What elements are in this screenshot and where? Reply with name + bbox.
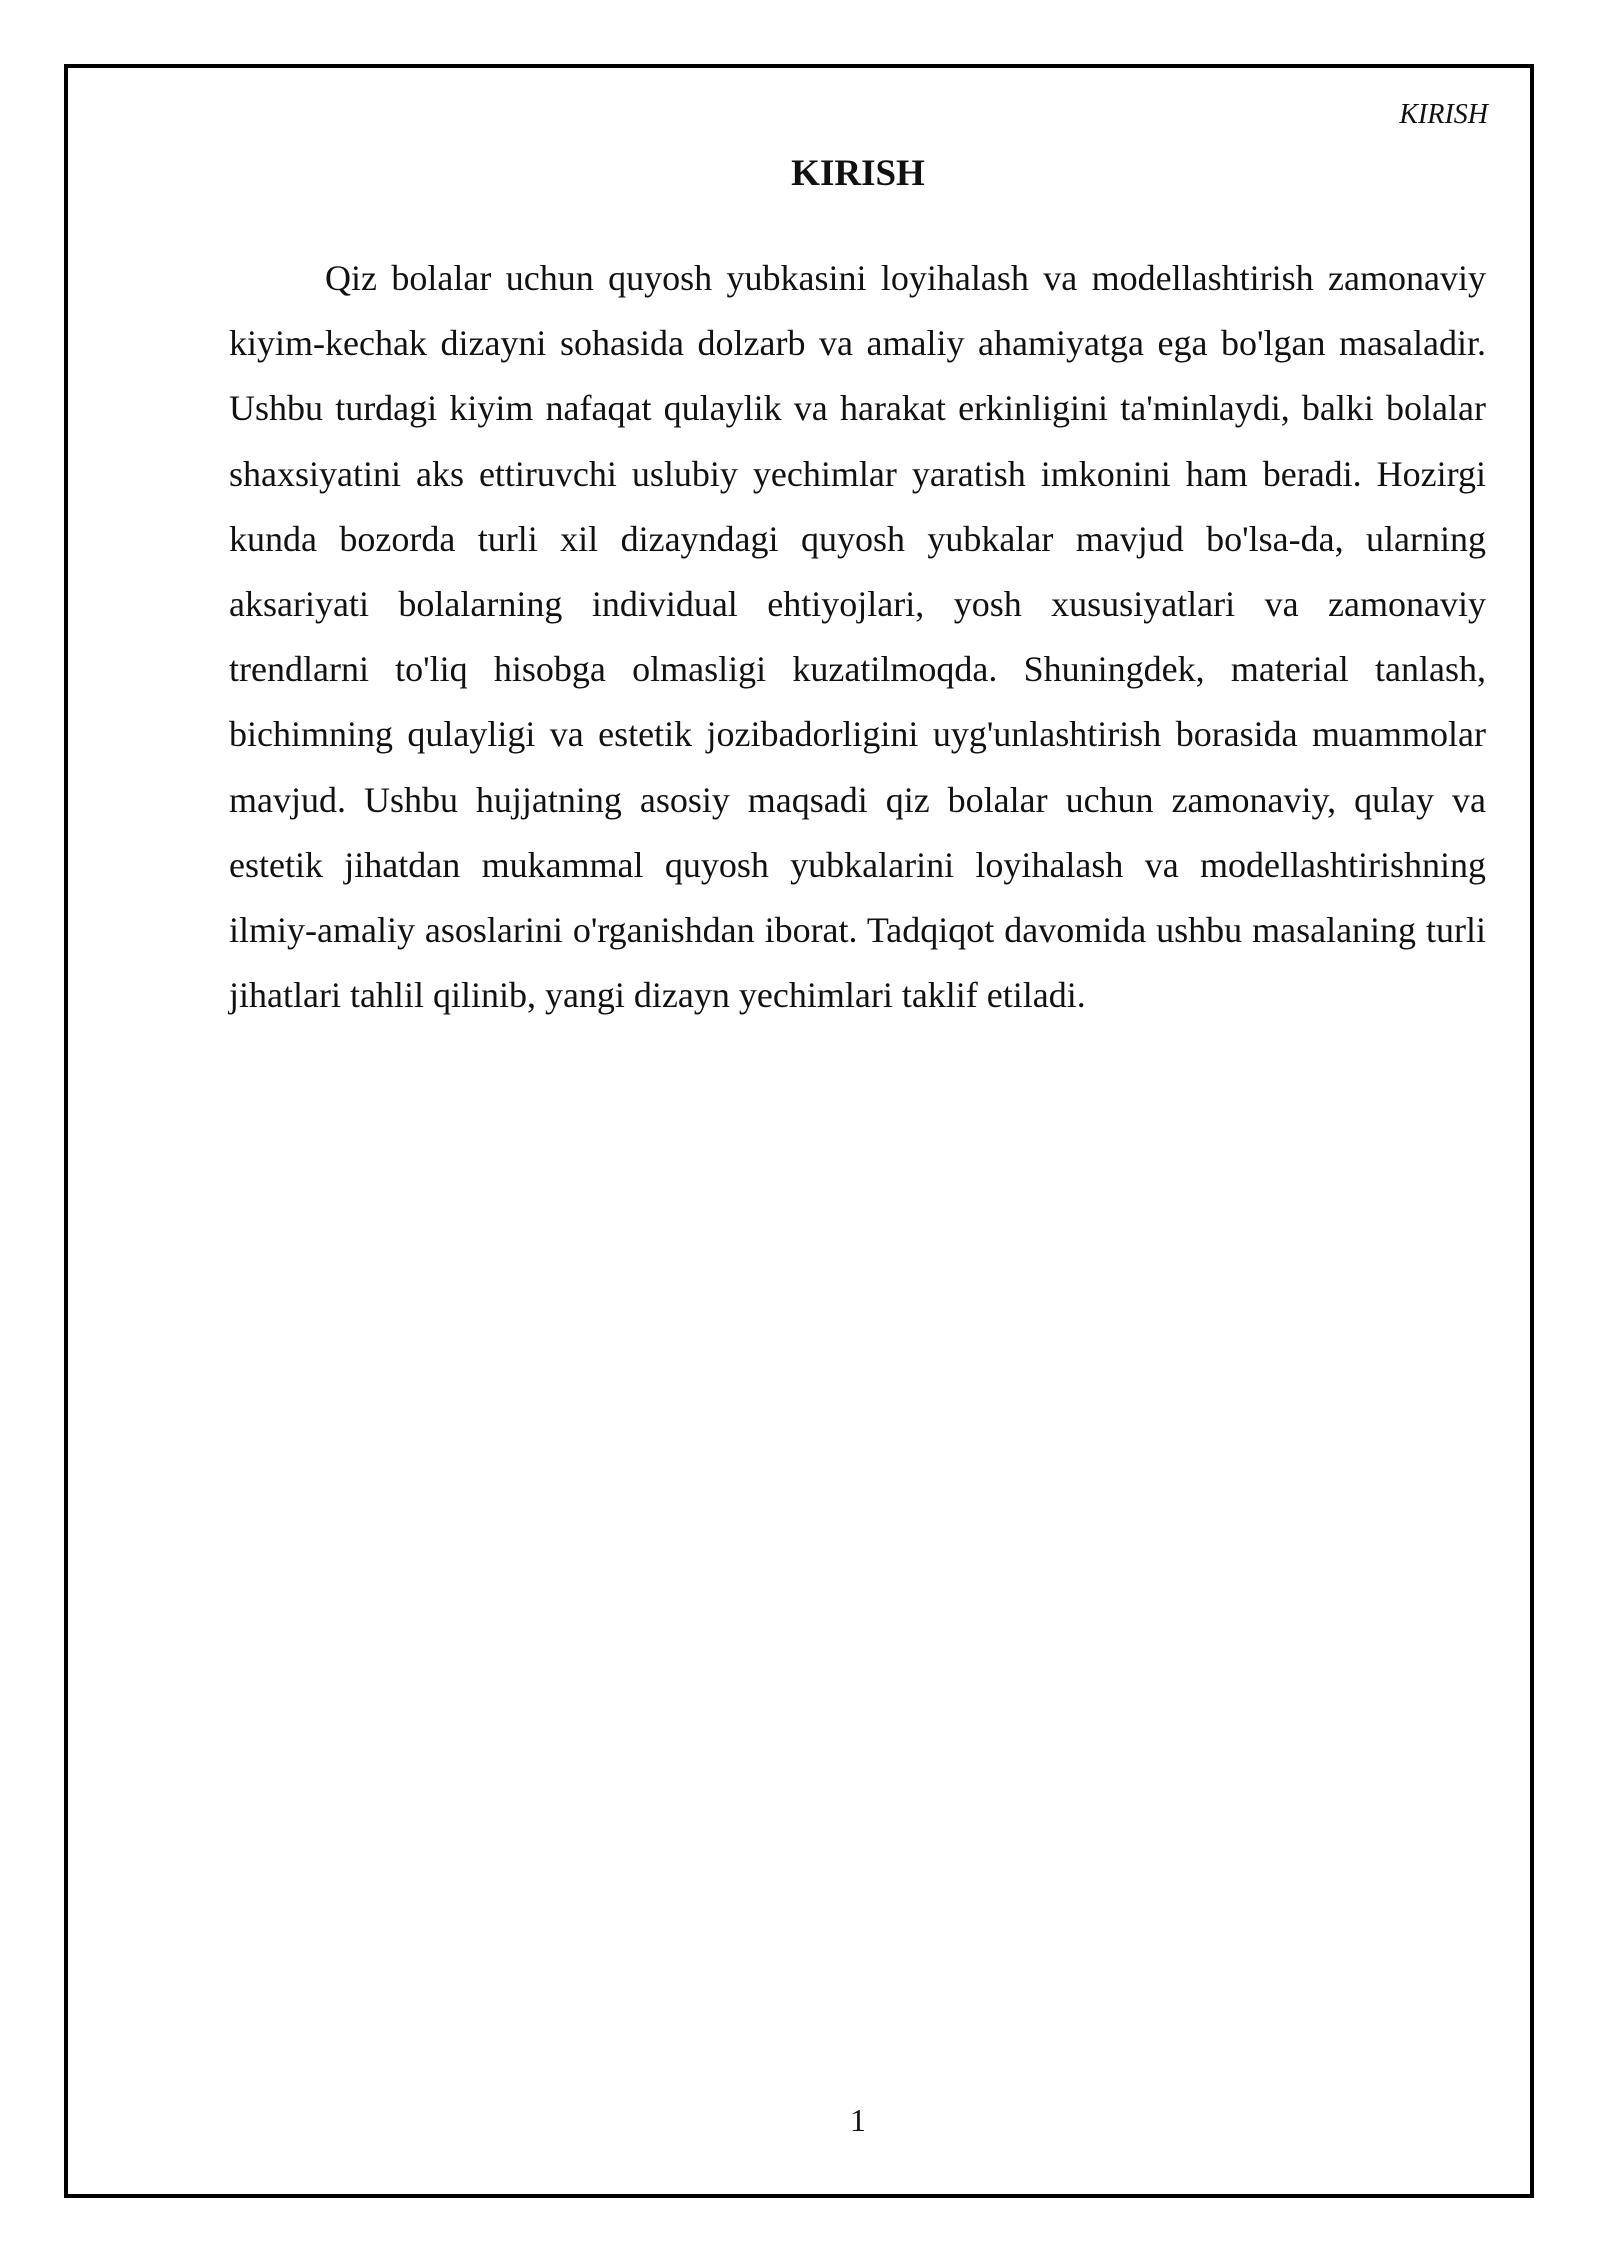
body-paragraph: Qiz bolalar uchun quyosh yubkasini loyihalash va modellashtirish zamonaviy kiyim-kechak dizayni sohasida dolzarb va amaliy ahamiyatga ega bo'lgan masaladir. Ushbu turdagi kiyim nafaqat qulaylik va harakat erkinligini ta'minlaydi, balki bolalar shaxsiyatini aks ettiruvchi uslubiy yechimlar yaratish imkonini ham beradi. Hozirgi kunda bozorda turli xil dizayndagi quyosh yubkalar mavjud bo'lsa-da, ularning aksariyati bolalarning individual ehtiyojlari, yosh xususiyatlari va zamonaviy trendlarni to'liq hisobga olmasligi kuzatilmoqda. Shuningdek, material tanlash, bichimning qulayligi va estetik jozibadorligini uyg'unlashtirish borasida muammolar mavjud. Ushbu hujjatning asosiy maqsadi qiz bolalar uchun zamonaviy, qulay va estetik jihatdan mukammal quyosh yubkalarini loyihalash va modellashtirishning ilmiy-amaliy asoslarini o'rganishdan iborat. Tadqiqot davomida ushbu masalaning turli jihatlari tahlil qilinib, yangi dizayn yechimlari taklif etiladi. bbox=[229, 258, 1486, 1016]
page-title: KIRISH bbox=[791, 153, 925, 194]
page-number: 1 bbox=[850, 2102, 866, 2138]
running-header: KIRISH bbox=[1399, 99, 1488, 130]
